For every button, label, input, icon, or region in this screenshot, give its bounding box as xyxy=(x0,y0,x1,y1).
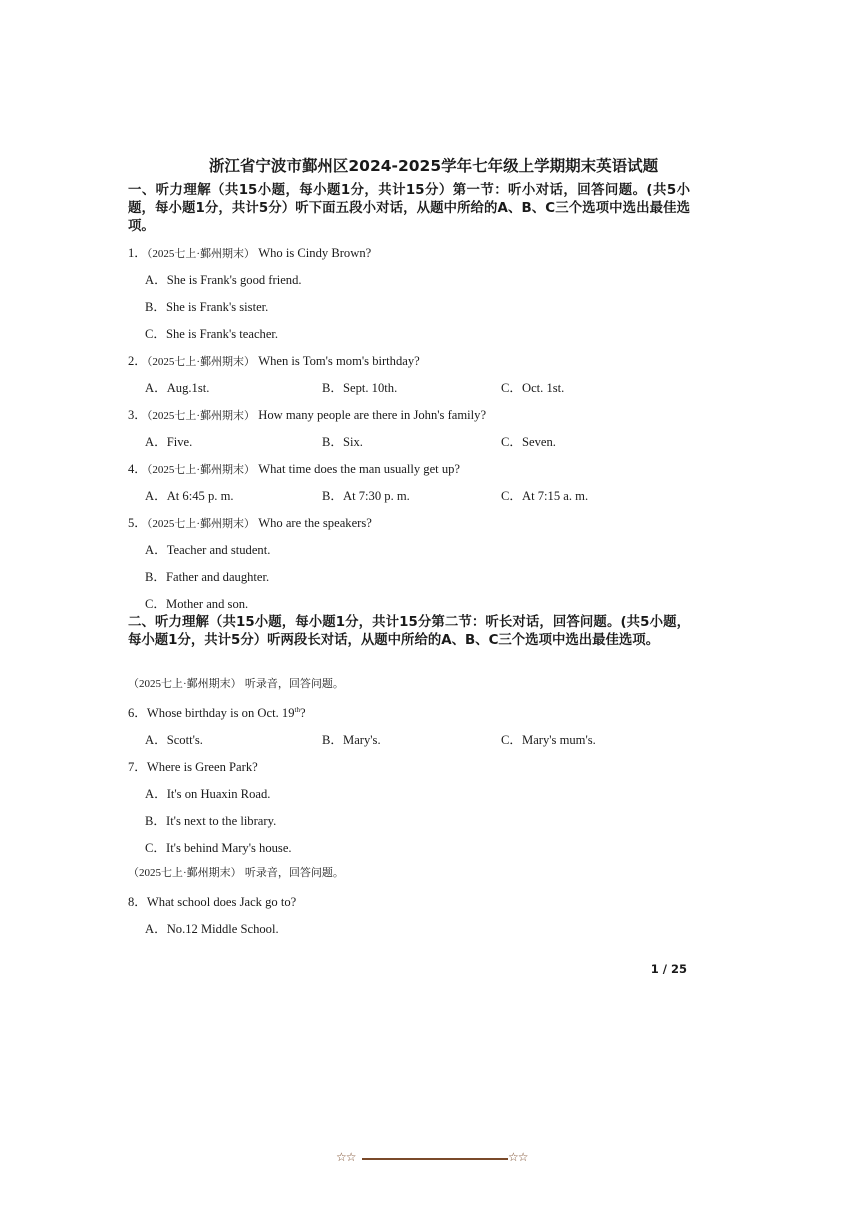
option-6a: A．Scott's. xyxy=(145,733,203,747)
question-number: 6． xyxy=(128,706,147,720)
question-text: Who is Cindy Brown? xyxy=(258,246,372,260)
question-2 xyxy=(128,350,420,369)
option-5c: C．Mother and son. xyxy=(145,597,249,611)
section-1-heading: 一、听力理解（共15小题，每小题1分，共计15分）第一节：听小对话，回答问题。(共5小题，每小题1分，共计5分）听下面五段小对话，从题中所给的A、B、C三个选项中选出最佳选项。 xyxy=(128,183,690,234)
option-4c: C．At 7:15 a. m. xyxy=(501,489,589,503)
ordinal-suffix: th xyxy=(294,705,300,714)
star-icon: ☆☆ xyxy=(508,1150,528,1164)
question-source: （2025七上·鄞州期末） xyxy=(146,248,256,260)
option-1c: C．She is Frank's teacher. xyxy=(145,327,279,341)
option-3c: C．Seven. xyxy=(501,435,556,449)
option-2b: B．Sept. 10th. xyxy=(322,381,398,395)
question-mark: ? xyxy=(299,706,306,720)
question-6 xyxy=(128,702,306,721)
option-6c: C．Mary's mum's. xyxy=(501,733,596,747)
option-8a: A．No.12 Middle School. xyxy=(145,922,279,936)
question-number: 8． xyxy=(128,895,147,909)
question-4 xyxy=(128,458,460,477)
question-text: What time does the man usually get up? xyxy=(258,462,461,476)
question-text: Whose birthday is on Oct. 19 xyxy=(146,706,295,720)
question-text: When is Tom's mom's birthday? xyxy=(258,354,420,368)
instruction-text: 听录音，回答问题。 xyxy=(244,867,344,879)
option-7a: A．It's on Huaxin Road. xyxy=(145,787,271,801)
question-number: 1． xyxy=(128,246,147,260)
document-title: 浙江省宁波市鄞州区2024-2025学年七年级上学期期末英语试题 xyxy=(208,157,659,175)
option-3a: A．Five. xyxy=(145,435,193,449)
option-1a: A．She is Frank's good friend. xyxy=(145,273,302,287)
question-number: 3． xyxy=(128,408,147,422)
question-source: （2025七上·鄞州期末） xyxy=(146,356,256,368)
question-source: （2025七上·鄞州期末） xyxy=(146,410,256,422)
question-text: What school does Jack go to? xyxy=(146,895,297,909)
option-4b: B．At 7:30 p. m. xyxy=(322,489,410,503)
page-number: 1 / 25 xyxy=(650,962,687,976)
question-1 xyxy=(128,242,371,261)
question-number: 2． xyxy=(128,354,147,368)
question-7 xyxy=(128,756,258,775)
question-8 xyxy=(128,891,296,910)
instruction-text: 听录音，回答问题。 xyxy=(244,678,344,690)
star-icon: ☆☆ xyxy=(336,1150,356,1164)
question-source: （2025七上·鄞州期末） xyxy=(146,464,256,476)
option-2c: C．Oct. 1st. xyxy=(501,381,565,395)
question-5 xyxy=(128,512,372,531)
group-instruction-2 xyxy=(128,864,344,880)
section-2-heading: 二、听力理解（共15小题，每小题1分，共计15分第二节：听长对话，回答问题。(共5小题，每小题1分，共计5分）听两段长对话，从题中所给的A、B、C三个选项中选出最佳选项。 xyxy=(128,615,690,648)
option-1b: B．She is Frank's sister. xyxy=(145,300,269,314)
option-6b: B．Mary's. xyxy=(322,733,381,747)
option-5b: B．Father and daughter. xyxy=(145,570,270,584)
question-number: 7． xyxy=(128,760,147,774)
question-source: （2025七上·鄞州期末） xyxy=(146,518,256,530)
footer-decoration xyxy=(336,1150,532,1168)
question-text: How many people are there in John's family? xyxy=(258,408,487,422)
question-text: Where is Green Park? xyxy=(146,760,258,774)
question-source: （2025七上·鄞州期末） xyxy=(128,867,242,879)
question-number: 4． xyxy=(128,462,147,476)
option-5a: A．Teacher and student. xyxy=(145,543,271,557)
option-2a: A．Aug.1st. xyxy=(145,381,210,395)
question-3 xyxy=(128,404,486,423)
option-7b: B．It's next to the library. xyxy=(145,814,277,828)
option-4a: A．At 6:45 p. m. xyxy=(145,489,234,503)
question-number: 5． xyxy=(128,516,147,530)
option-7c: C．It's behind Mary's house. xyxy=(145,841,292,855)
divider-line xyxy=(362,1158,508,1160)
question-text: Who are the speakers? xyxy=(258,516,372,530)
option-3b: B．Six. xyxy=(322,435,363,449)
group-instruction-1 xyxy=(128,675,344,691)
question-source: （2025七上·鄞州期末） xyxy=(128,678,242,690)
